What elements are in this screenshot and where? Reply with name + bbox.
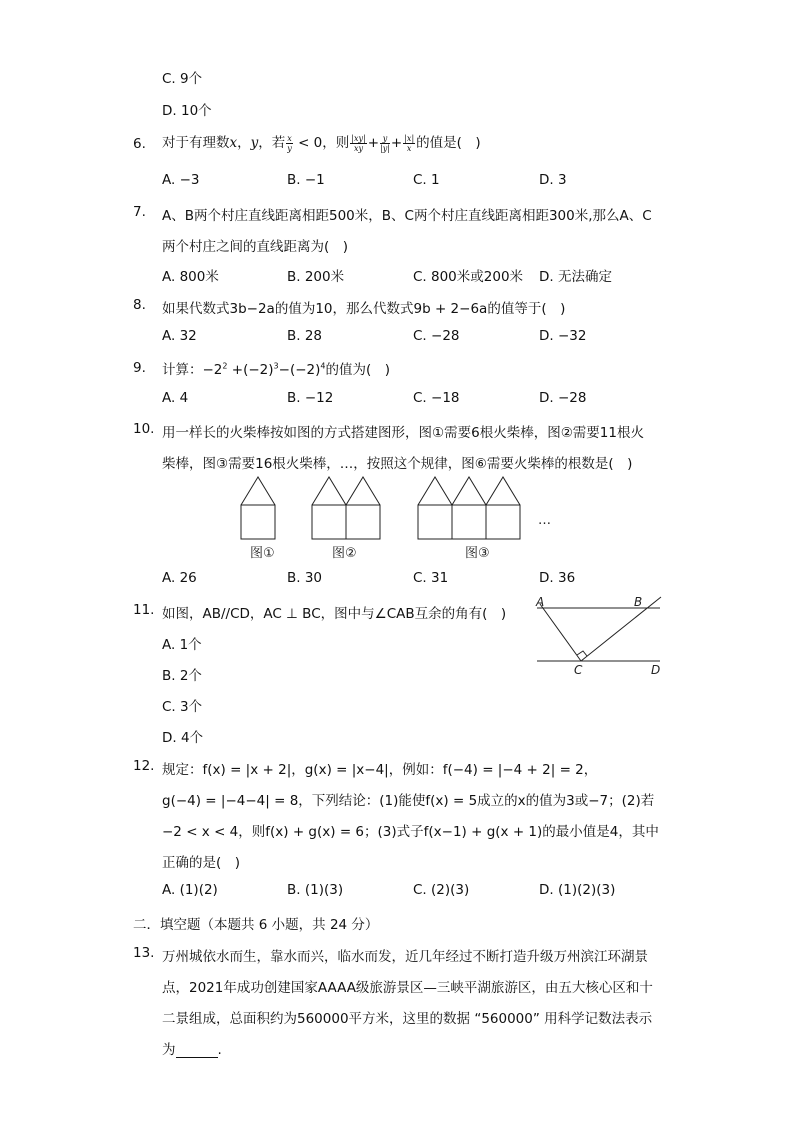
q7-number: 7. (133, 204, 146, 220)
q6-frac2-num: y (380, 134, 390, 144)
q9-exp-3: 4 (320, 361, 326, 371)
q10-figure-3 (418, 477, 520, 539)
q5-option-d: D. 10个 (162, 103, 212, 119)
q9-exp-2: 3 (273, 361, 279, 371)
q12-line-2: g(−4) = |−4−4| = 8，下列结论：(1)能使f(x) = 5成立的x的值为3或−7；(2)若 (162, 793, 655, 809)
q7-line-1: A、B两个村庄直线距离相距500米，B、C两个村庄直线距离相距300米,那么A、C (162, 208, 652, 224)
q6-frac-3 (403, 134, 415, 153)
q7-option-b: B. 200米 (287, 269, 345, 285)
q8-option-a: A. 32 (162, 328, 197, 344)
q13-line-3: 二景组成，总面积约为560000平方米，这里的数据 “560000” 用科学记数法表示 (162, 1011, 653, 1027)
q6-if: ，若 (258, 135, 286, 151)
q11-label-a: A (536, 595, 545, 609)
q10-option-b: B. 30 (287, 570, 323, 586)
q6-frac1-den: xy (353, 143, 363, 153)
q11-segment-cb (581, 597, 661, 661)
q6-frac1-num: |xy| (351, 133, 366, 143)
q10-figure-2 (312, 477, 380, 539)
q9-text-pre: 计算：−2 (162, 362, 223, 378)
q6-frac-condition (286, 134, 293, 153)
q6-plus-1: + (367, 135, 379, 151)
q6-frac3-den: x (406, 143, 412, 153)
q12-option-c: C. (2)(3) (413, 882, 470, 898)
q9-exp-1: 2 (222, 361, 228, 371)
q6-lt0: < 0，则 (293, 135, 350, 151)
q10-option-a: A. 26 (162, 570, 197, 586)
q11-segment-ac (540, 604, 581, 661)
q6-var-y: y (250, 135, 259, 151)
q6-var-x: x (229, 135, 238, 151)
q10-option-d: D. 36 (539, 570, 576, 586)
q6-option-b: B. −1 (287, 172, 325, 188)
q6-text-pre: 对于有理数 (162, 135, 230, 151)
q13-number: 13. (133, 945, 155, 961)
q6-plus-2: + (390, 135, 403, 151)
q11-option-a: A. 1个 (162, 637, 202, 653)
q12-option-b: B. (1)(3) (287, 882, 344, 898)
q10-line-1: 用一样长的火柴棒按如图的方式搭建图形，图①需要6根火柴棒，图②需要11根火 (162, 425, 644, 441)
q11-option-d: D. 4个 (162, 730, 204, 746)
q9-option-b: B. −12 (287, 390, 334, 406)
q12-option-a: A. (1)(2) (162, 882, 218, 898)
q9-text-mid2: −(−2) (278, 362, 321, 378)
q9-text-post: 的值为( ) (325, 362, 391, 378)
q6-text-post: 的值是( ) (416, 135, 481, 151)
q6-option-c: C. 1 (413, 172, 440, 188)
q7-option-c: C. 800米或200米 (413, 269, 524, 285)
q10-matchstick-figure (0, 475, 794, 565)
q6-frac3-num: |x| (404, 133, 415, 143)
q7-option-d: D. 无法确定 (539, 269, 612, 285)
q12-line-4: 正确的是( ) (162, 855, 241, 871)
q7-option-a: A. 800米 (162, 269, 219, 285)
q11-option-b: B. 2个 (162, 668, 202, 684)
q13-line-1: 万州城依水而生，靠水而兴，临水而发，近几年经过不断打造升级万州滨江环湖景 (162, 949, 648, 965)
q10-number: 10. (133, 421, 155, 437)
q11-stem: 如图，AB//CD，AC ⊥ BC，图中与∠CAB互余的角有( ) (162, 606, 507, 622)
q9-text-mid1: +(−2) (227, 362, 274, 378)
q13-line-4 (162, 1038, 222, 1058)
q9-option-a: A. 4 (162, 390, 189, 406)
q10-figure-3-label: 图③ (465, 546, 490, 561)
q6-frac-1 (350, 134, 366, 153)
q7-line-2: 两个村庄之间的直线距离为( ) (162, 239, 349, 255)
q10-line-2: 柴棒，图③需要16根火柴棒，…，按照这个规律，图⑥需要火柴棒的根数是( ) (162, 456, 633, 472)
q10-ellipsis: … (538, 513, 551, 528)
q6-stem (162, 132, 481, 154)
q11-geometry-figure (0, 590, 794, 680)
q9-stem (162, 358, 390, 378)
q6-comma: ， (237, 135, 251, 151)
q5-option-c: C. 9个 (162, 71, 203, 87)
q13-line4-pre: 为 (162, 1042, 176, 1058)
q6-option-d: D. 3 (539, 172, 567, 188)
q6-frac-cond-den: y (287, 143, 292, 153)
q12-option-d: D. (1)(2)(3) (539, 882, 616, 898)
q9-option-c: C. −18 (413, 390, 460, 406)
q12-number: 12. (133, 758, 155, 774)
q6-frac-2 (380, 134, 390, 153)
q9-number: 9. (133, 360, 146, 376)
q8-option-b: B. 28 (287, 328, 323, 344)
q13-line4-post: . (217, 1042, 222, 1058)
q10-figure-1-label: 图① (250, 546, 275, 561)
q8-option-d: D. −32 (539, 328, 587, 344)
q9-option-d: D. −28 (539, 390, 587, 406)
q6-frac-cond-num: x (287, 133, 292, 143)
q10-option-c: C. 31 (413, 570, 449, 586)
q13-answer-blank[interactable] (176, 1044, 218, 1058)
q6-frac2-den: |y| (380, 143, 390, 153)
q12-line-1: 规定：f(x) = |x + 2|，g(x) = |x−4|，例如：f(−4) = |−4 + 2| = 2， (162, 762, 598, 778)
q11-label-d: D (651, 663, 661, 677)
section-title-fill-in: 二．填空题（本题共 6 小题，共 24 分） (133, 917, 379, 933)
q10-figure-1 (241, 477, 275, 539)
q11-label-b: B (634, 595, 643, 609)
q6-number: 6. (133, 136, 146, 152)
q8-stem: 如果代数式3b−2a的值为10，那么代数式9b + 2−6a的值等于( ) (162, 301, 566, 317)
q11-right-angle-mark (577, 651, 587, 656)
q12-line-3: −2 < x < 4，则f(x) + g(x) = 6；(3)式子f(x−1) + g(x + 1)的最小值是4，其中 (162, 824, 659, 840)
q8-number: 8. (133, 297, 146, 313)
q8-option-c: C. −28 (413, 328, 460, 344)
q11-option-c: C. 3个 (162, 699, 203, 715)
q10-figure-2-label: 图② (332, 546, 357, 561)
q11-label-c: C (574, 663, 583, 677)
q11-number: 11. (133, 602, 155, 618)
q13-line-2: 点，2021年成功创建国家AAAA级旅游景区—三峡平湖旅游区，由五大核心区和十 (162, 980, 653, 996)
q6-option-a: A. −3 (162, 172, 200, 188)
